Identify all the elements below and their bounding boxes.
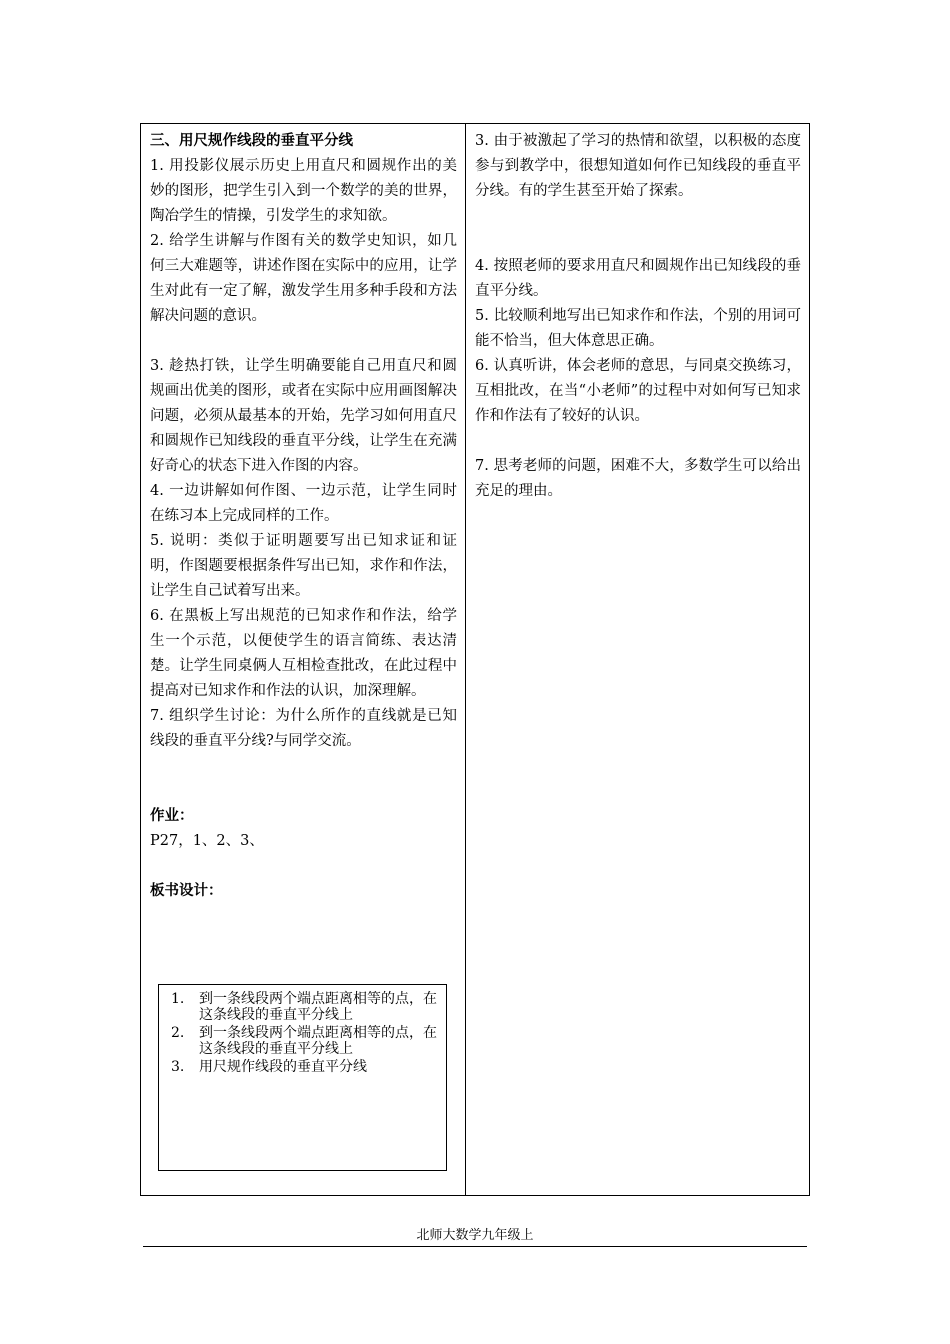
spacer — [150, 779, 457, 804]
teacher-step-2: 2. 给学生讲解与作图有关的数学史知识，如几何三大难题等，讲述作图在实际中的应用，让学生对此有一定了解，激发学生用多种手段和方法解决问题的意识。 — [150, 233, 457, 324]
page-footer: 北师大数学九年级上 — [416, 1228, 534, 1243]
student-step-6: 6. 认真听讲，体会老师的意思，与同桌交换练习，互相批改，在当“小老师”的过程中对如何写已知求作和作法有了较好的认识。 — [475, 358, 801, 424]
teacher-step-5: 5. 说明：类似于证明题要写出已知求证和证明，作图题要根据条件写出已知，求作和作法，让学生自己试着写出来。 — [150, 533, 457, 599]
board-item-text: 到一条线段两个端点距离相等的点，在这条线段的垂直平分线上 — [199, 991, 437, 1023]
student-step-5: 5. 比较顺利地写出已知求作和作法，个别的用词可能不恰当，但大体意思正确。 — [475, 308, 801, 349]
spacer — [475, 429, 801, 454]
board-item-text: 用尺规作线段的垂直平分线 — [199, 1059, 367, 1075]
teacher-step-3: 3. 趁热打铁，让学生明确要能自己用直尺和圆规画出优美的图形，或者在实际中应用画图解决问题，必须从最基本的开始，先学习如何用直尺和圆规作已知线段的垂直平分线，让学生在充满好奇心的状态下进入作图的内容。 — [150, 358, 457, 474]
section-title: 三、用尺规作线段的垂直平分线 — [150, 133, 353, 149]
student-activity-column — [466, 124, 809, 1195]
board-item — [167, 991, 438, 1023]
board-design-box — [158, 984, 447, 1171]
board-item — [167, 1059, 438, 1075]
spacer — [475, 204, 801, 229]
lesson-table — [140, 123, 810, 1196]
student-step-7: 7. 思考老师的问题，困难不大，多数学生可以给出充足的理由。 — [475, 458, 801, 499]
spacer — [150, 754, 457, 779]
student-step-4: 4. 按照老师的要求用直尺和圆规作出已知线段的垂直平分线。 — [475, 258, 801, 299]
spacer — [150, 329, 457, 354]
board-item-number: 2. — [171, 1025, 185, 1041]
board-item — [167, 1025, 438, 1057]
board-item-number: 1. — [171, 991, 185, 1007]
student-step-3: 3. 由于被激起了学习的热情和欲望，以积极的态度参与到教学中，很想知道如何作已知线段的垂直平分线。有的学生甚至开始了探索。 — [475, 133, 801, 199]
board-design-title: 板书设计： — [150, 883, 223, 899]
homework-title: 作业： — [150, 808, 194, 824]
teacher-step-6: 6. 在黑板上写出规范的已知求作和作法，给学生一个示范，以便使学生的语言简练、表达清楚。让学生同桌俩人互相检查批改，在此过程中提高对已知求作和作法的认识，加深理解。 — [150, 608, 457, 699]
spacer — [475, 229, 801, 254]
teacher-step-1: 1. 用投影仪展示历史上用直尺和圆规作出的美妙的图形，把学生引入到一个数学的美的世界，陶冶学生的情操，引发学生的求知欲。 — [150, 158, 457, 224]
teacher-activity-column — [141, 124, 466, 1195]
board-item-text: 到一条线段两个端点距离相等的点，在这条线段的垂直平分线上 — [199, 1025, 437, 1057]
teacher-step-7: 7. 组织学生讨论：为什么所作的直线就是已知线段的垂直平分线?与同学交流。 — [150, 708, 457, 749]
homework-text: P27，1、2、3、 — [150, 833, 264, 849]
teacher-step-4: 4. 一边讲解如何作图、一边示范，让学生同时在练习本上完成同样的工作。 — [150, 483, 457, 524]
spacer — [150, 854, 457, 879]
board-item-number: 3. — [171, 1059, 185, 1075]
footer-divider — [143, 1246, 807, 1247]
